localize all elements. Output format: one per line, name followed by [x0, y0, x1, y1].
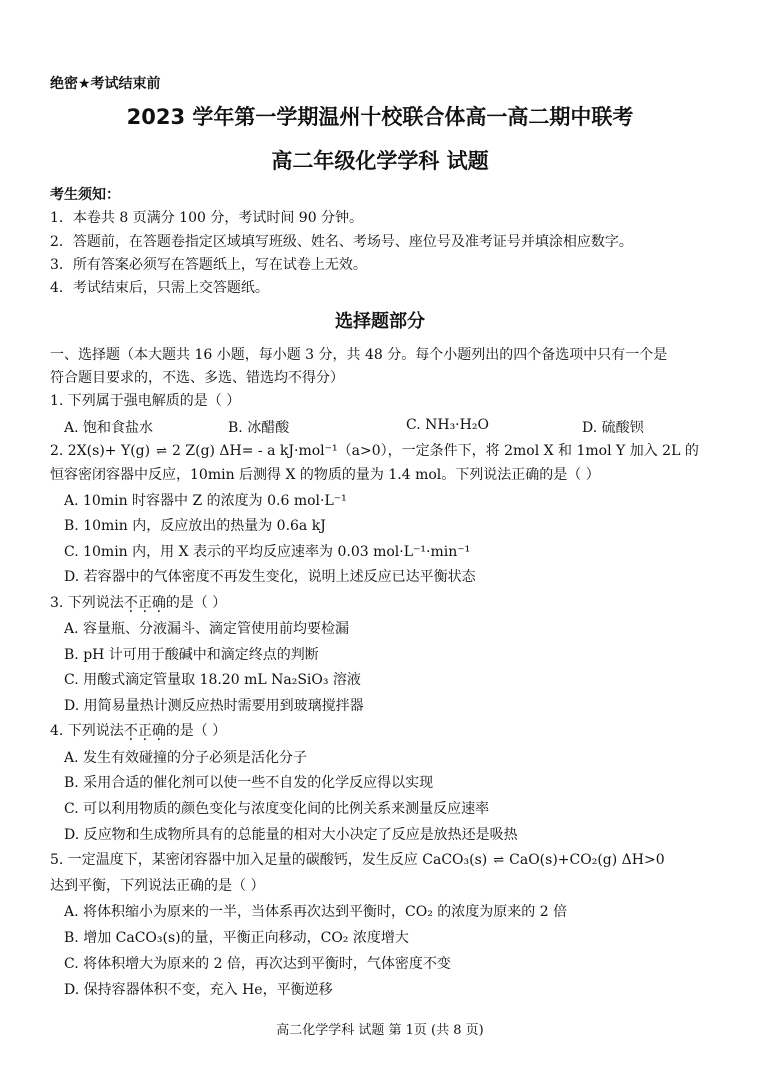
exam-subtitle: 高二年级化学学科 试题	[271, 149, 489, 173]
question-5-stem-pre: 5. 一定温度下，某密闭容器中加入足量的碳酸钙，发生反应 CaCO₃(s)	[50, 852, 488, 868]
question-5-option-d: D. 保持容器体积不变，充入 He，平衡逆移	[64, 982, 333, 998]
emphasis-char: 不	[123, 595, 138, 611]
question-2-stem-rest: 2 Z(g) ΔH= - a kJ·mol⁻¹（a>0），一定条件下，将 2mol X 和 1mol Y 加入 2L 的	[172, 443, 699, 459]
question-2-option-c: C. 10min 内，用 X 表示的平均反应速率为 0.03 mol·L⁻¹·min⁻¹	[64, 544, 471, 560]
question-5-stem-line2: 达到平衡，下列说法正确的是（ ）	[50, 878, 265, 894]
equilibrium-arrow-icon: ⇌	[156, 444, 167, 459]
question-3-option-a: A. 容量瓶、分液漏斗、滴定管使用前均要检漏	[64, 621, 350, 637]
question-5-stem-rest: CaO(s)+CO₂(g) ΔH>0	[509, 852, 665, 868]
question-3-stem-pre: 3. 下列说法	[50, 595, 124, 611]
question-3-stem	[50, 594, 226, 612]
question-2-option-b: B. 10min 内，反应放出的热量为 0.6a kJ	[64, 518, 326, 534]
question-3-stem-post: 的是（ ）	[165, 595, 227, 611]
emphasis-char: 确	[151, 595, 166, 611]
question-4-stem-post: 的是（ ）	[165, 723, 227, 739]
question-2-stem-line2: 恒容密闭容器中反应，10min 后测得 X 的物质的量为 1.4 mol。下列说法正确的是（ ）	[50, 467, 600, 483]
question-2-option-a: A. 10min 时容器中 Z 的浓度为 0.6 mol·L⁻¹	[64, 493, 347, 509]
emphasis-char: 不	[123, 723, 138, 739]
question-4-stem	[50, 722, 226, 740]
notice-item: 1．本卷共 8 页满分 100 分，考试时间 90 分钟。	[50, 210, 364, 226]
question-4-option-c: C. 可以利用物质的颜色变化与浓度变化间的比例关系来测量反应速率	[64, 801, 490, 817]
page-footer: 高二化学学科 试题 第 1页 (共 8 页)	[276, 1023, 484, 1038]
emphasis-char: 正	[137, 723, 152, 739]
question-5-option-c: C. 将体积增大为原来的 2 倍，再次达到平衡时，气体密度不变	[64, 956, 451, 972]
question-1-option-a: A. 饱和食盐水	[64, 420, 154, 436]
question-4-option-d: D. 反应物和生成物所具有的总能量的相对大小决定了反应是放热还是吸热	[64, 827, 518, 843]
notice-heading: 考生须知：	[50, 187, 120, 203]
question-2-reactants: 2. 2X(s)+ Y(g)	[50, 443, 151, 459]
question-1-stem: 1. 下列属于强电解质的是（ ）	[50, 393, 241, 409]
question-1-option-c: C. NH₃·H₂O	[406, 417, 489, 433]
emphasis-char: 正	[137, 595, 152, 611]
question-3-option-d: D. 用简易量热计测反应热时需要用到玻璃搅拌器	[64, 698, 364, 714]
question-2-stem	[50, 442, 699, 461]
exam-title: 2023 学年第一学期温州十校联合体高一高二期中联考	[126, 105, 634, 129]
equilibrium-arrow-icon: ⇌	[493, 853, 504, 868]
emphasis-char: 确	[151, 723, 166, 739]
question-3-option-b: B. pH 计可用于酸碱中和滴定终点的判断	[64, 647, 319, 663]
question-3-option-c: C. 用酸式滴定管量取 18.20 mL Na₂SiO₃ 溶液	[64, 672, 361, 688]
confidential-label: 绝密★考试结束前	[50, 76, 161, 92]
question-2-option-d: D. 若容器中的气体密度不再发生变化，说明上述反应已达平衡状态	[64, 569, 476, 585]
instructions-line: 一、选择题（本大题共 16 小题，每小题 3 分，共 48 分。每个小题列出的四个备选项中只有一个是	[50, 347, 668, 363]
notice-item: 2．答题前，在答题卷指定区域填写班级、姓名、考场号、座位号及准考证号并填涂相应数字。	[50, 234, 633, 250]
question-4-option-a: A. 发生有效碰撞的分子必须是活化分子	[64, 750, 308, 766]
notice-item: 3．所有答案必须写在答题纸上，写在试卷上无效。	[50, 257, 367, 273]
question-1-option-b: B. 冰醋酸	[228, 420, 290, 436]
question-5-option-a: A. 将体积缩小为原来的一半，当体系再次达到平衡时，CO₂ 的浓度为原来的 2 倍	[64, 904, 568, 920]
notice-item: 4．考试结束后，只需上交答题纸。	[50, 280, 269, 296]
instructions-line: 符合题目要求的，不选、多选、错选均不得分）	[50, 370, 344, 386]
section-title: 选择题部分	[335, 311, 425, 332]
question-4-option-b: B. 采用合适的催化剂可以使一些不自发的化学反应得以实现	[64, 775, 434, 791]
question-1-option-d: D. 硫酸钡	[582, 420, 644, 436]
question-4-stem-pre: 4. 下列说法	[50, 723, 124, 739]
question-5-stem	[50, 851, 665, 870]
question-5-option-b: B. 增加 CaCO₃(s)的量，平衡正向移动，CO₂ 浓度增大	[64, 930, 409, 946]
